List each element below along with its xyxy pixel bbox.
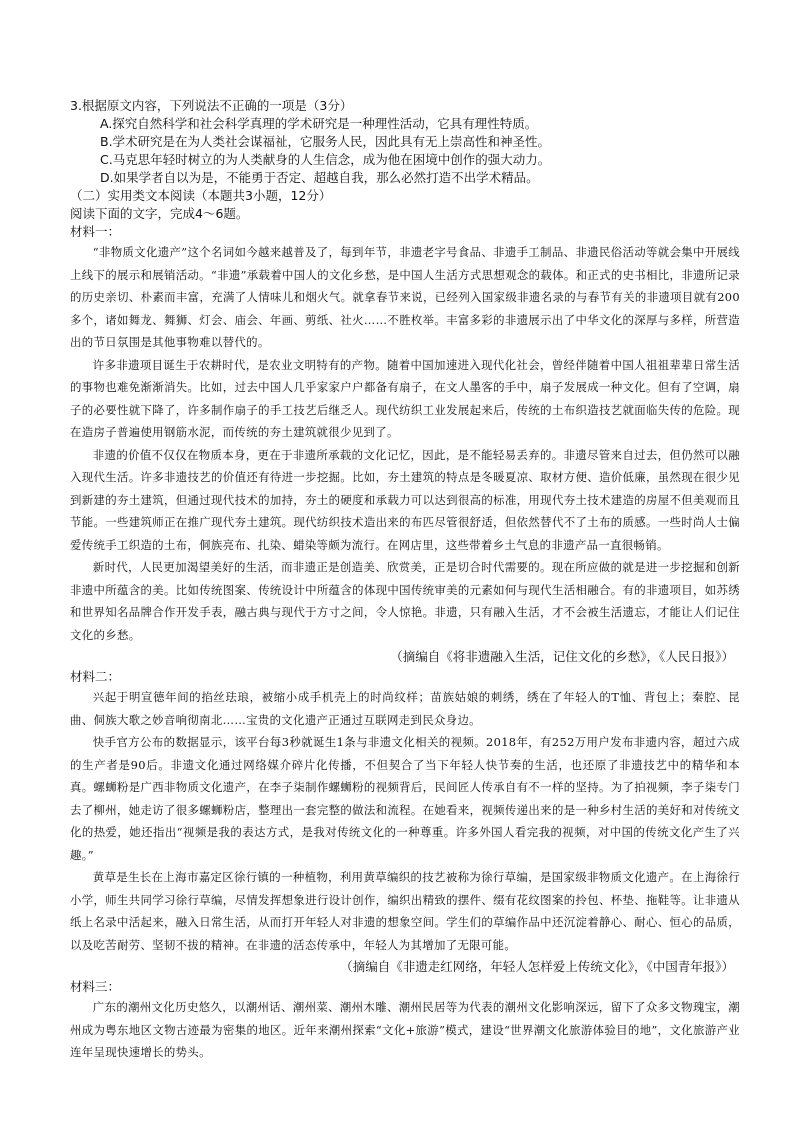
material-1-paragraph: “非物质文化遗产”这个名词如今越来越普及了，每到年节，非遗老字号食品、非遗手工制品、非遗民俗活动等就会集中开展线上线下的展示和展销活动。“非遗”承载着中国人的文化乡愁，是中国人生活方式思想观念的载体。和正式的史书相比，非遗所记录的历史亲切、朴素而丰富，充满了人情味儿和烟火气。就拿春节来说，已经列入国家级非遗名录的与春节有关的非遗项目就有200多个，诸如舞龙、舞狮、灯会、庙会、年画、剪纸、社火……不胜枚举。丰富多彩的非遗展示出了中华文化的深厚与多样，所营造出的节日氛围是其他事物难以替代的。 [70,245,740,349]
option-a: A.探究自然科学和社会科学真理的学术研究是一种理性活动，它具有理性特质。 [100,116,538,131]
option-b: B.学术研究是在为人类社会谋福祉，它服务人民，因此具有无上崇高性和神圣性。 [100,134,551,149]
material-2-heading: 材料二： [70,669,121,684]
material-1-paragraph: 新时代，人民更加渴望美好的生活，而非遗正是创造美、欣赏美，正是切合时代需要的。现在所应做的就是进一步挖掘和创新非遗中所蕴含的美。比如传统图案、传统设计中所蕴含的体现中国传统审美的元素如何与现代生活相融合。有的非遗项目，如苏绣和世界知名品牌合作开发手表，融古典与现代于方寸之间，令人惊艳。非遗，只有融入生活，才不会被生活遗忘，才能让人们记住文化的乡愁。 [70,560,740,642]
material-2-paragraph: 快手官方公布的数据显示，该平台每3秒就诞生1条与非遗文化相关的视频。2018年，有252万用户发布非遗内容，超过六成的生产者是90后。非遗文化通过网络媒介碎片化传播，不但契合了当下年轻人快节奏的生活，也还原了非遗技艺中的精华和本真。螺蛳粉是广西非物质文化遗产，在李子柒制作螺蛳粉的视频背后，民间匠人传承自有不一样的坚持。为了拍视频，李子柒专门去了柳州，她走访了很多螺蛳粉店，整理出一套完整的做法和流程。在她看来，视频传递出来的是一种乡村生活的美好和对传统文化的热爱，她还指出“视频是我的表达方式，是我对传统文化的一种尊重。许多外国人看完我的视频，对中国的传统文化产生了兴趣。” [70,735,740,862]
exam-page [70,97,740,1064]
material-1-heading: 材料一： [70,224,121,239]
material-1-source: （摘编自《将非遗融入生活，记住文化的乡愁》，《人民日报》） [390,649,734,664]
option-c: C.马克思年轻时树立的为人类献身的人生信念，成为他在困境中创作的强大动力。 [100,152,551,167]
section-instruction: 阅读下面的文字，完成4～6题。 [70,206,249,221]
material-1-paragraph: 许多非遗项目诞生于农耕时代，是农业文明特有的产物。随着中国加速进入现代化社会，曾经伴随着中国人祖祖辈辈日常生活的事物也难免渐渐消失。比如，过去中国人几乎家家户户都备有扇子，在文人墨客的手中，扇子发展成一种文化。但有了空调，扇子的必要性就下降了，许多制作扇子的手工技艺后继乏人。现代纺织工业发展起来后，传统的土布织造技艺就面临失传的危险。现在造房子普遍使用钢筋水泥，而传统的夯土建筑就很少见到了。 [70,357,740,439]
material-2-source: （摘编自《非遗走红网络，年轻人怎样爱上传统文化》，《中国青年报》） [340,959,734,974]
section-title: （二）实用类文本阅读（本题共3小题，12分） [70,188,332,203]
material-2-paragraph: 兴起于明宣德年间的掐丝珐琅，被缩小成手机壳上的时尚纹样；苗族姑娘的刺绣，绣在了年轻人的T恤、背包上；秦腔、昆曲、侗族大歌之妙音响彻南北……宝贵的文化遗产正通过互联网走到民众身边。 [70,690,740,727]
material-2-paragraph: 黄草是生长在上海市嘉定区徐行镇的一种植物，利用黄草编织的技艺被称为徐行草编，是国家级非物质文化遗产。在上海徐行小学，师生共同学习徐行草编，尽情发挥想象进行设计创作，编织出精致的摆件、缀有花纹图案的拎包、杯垫、拖鞋等。让非遗从纸上名录中活起来，融入日常生活，从而打开年轻人对非遗的想象空间。学生们的草编作品中还沉淀着静心、耐心、恒心的品质，以及吃苦耐劳、坚韧不拔的精神。在非遗的活态传承中，年轻人为其增加了无限可能。 [70,870,740,952]
question-3-stem: 3.根据原文内容，下列说法不正确的一项是（3分） [70,98,353,113]
material-3-heading: 材料三： [70,979,121,994]
material-3-paragraph: 广东的潮州文化历史悠久，以潮州话、潮州菜、潮州木雕、潮州民居等为代表的潮州文化影响深远，留下了众多文物瑰宝，潮州成为粤东地区文物古迹最为密集的地区。近年来潮州探索“文化+旅游”模式，建设“世界潮文化旅游体验目的地”，文化旅游产业连年呈现快速增长的势头。 [70,1000,740,1059]
option-d: D.如果学者自以为是，不能勇于否定、超越自我，那么必然打造不出学术精品。 [100,170,539,185]
material-1-paragraph: 非遗的价值不仅仅在物质本身，更在于非遗所承载的文化记忆，因此，是不能轻易丢弃的。非遗尽管来自过去，但仍然可以融入现代生活。许多非遗技艺的价值还有待进一步挖掘。比如，夯土建筑的特点是冬暖夏凉、取材方便、造价低廉，虽然现在很少见到新建的夯土建筑，但通过现代技术的加持，夯土的硬度和承载力可以达到很高的标准，用现代夯土技术建造的房屋不但美观而且节能。一些建筑师正在推广现代夯土建筑。现代纺织技术造出来的布匹尽管很舒适，但依然替代不了土布的质感。一些时尚人士偏爱传统手工织造的土布，侗族亮布、扎染、蜡染等颇为流行。在网店里，这些带着乡土气息的非遗产品一直很畅销。 [70,447,740,552]
